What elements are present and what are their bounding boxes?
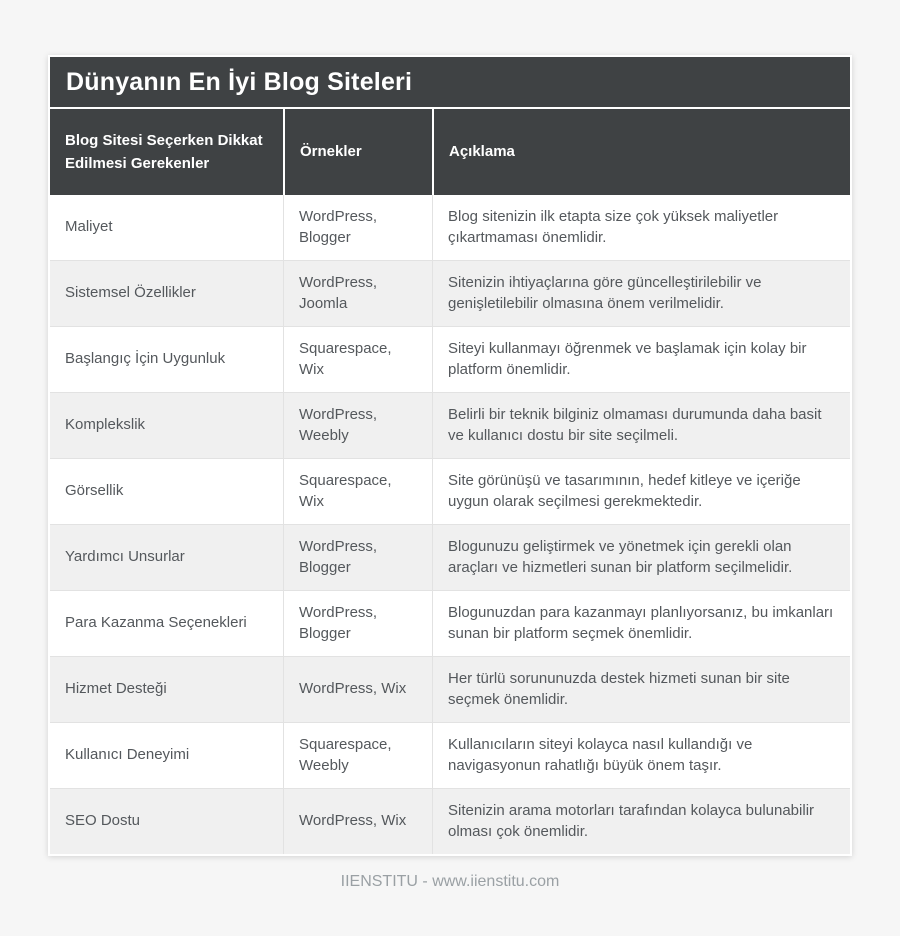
criteria-cell: Komplekslik (65, 416, 146, 434)
table-row (50, 590, 850, 656)
blog-sites-table (48, 55, 852, 856)
description-cell: Blog sitenizin ilk etapta size çok yüksek maliyetler çıkartmaması önemlidir. (432, 195, 850, 260)
examples-cell: WordPress, Blogger (283, 525, 432, 590)
table-title: Dünyanın En İyi Blog Siteleri (50, 57, 850, 109)
column-header-criteria: Blog Sitesi Seçerken Dikkat Edilmesi Gerekenler (65, 131, 263, 172)
examples-cell: WordPress, Blogger (283, 591, 432, 656)
description-cell: Sitenizin ihtiyaçlarına göre güncelleştirilebilir ve genişletilebilir olmasına önem verilmelidir. (432, 261, 850, 326)
description-cell: Blogunuzu geliştirmek ve yönetmek için gerekli olan araçları ve hizmetleri sunan bir platform seçilmelidir. (432, 525, 850, 590)
table-row (50, 722, 850, 788)
examples-cell: WordPress, Wix (283, 789, 432, 854)
examples-cell: WordPress, Wix (283, 657, 432, 722)
table-row (50, 524, 850, 590)
criteria-cell: Maliyet (65, 218, 113, 236)
description-cell: Blogunuzdan para kazanmayı planlıyorsanız, bu imkanları sunan bir platform seçmek önemlidir. (432, 591, 850, 656)
description-cell: Sitenizin arama motorları tarafından kolayca bulunabilir olması çok önemlidir. (432, 789, 850, 854)
page (0, 55, 900, 936)
criteria-cell: Hizmet Desteği (65, 680, 167, 698)
description-cell: Her türlü sorununuzda destek hizmeti sunan bir site seçmek önemlidir. (432, 657, 850, 722)
description-cell: Kullanıcıların siteyi kolayca nasıl kullandığı ve navigasyonun rahatlığı büyük önem taşır. (432, 723, 850, 788)
column-header-description: Açıklama (432, 109, 850, 195)
table-row (50, 326, 850, 392)
criteria-cell: Yardımcı Unsurlar (65, 548, 185, 566)
table-row (50, 656, 850, 722)
footer-credit: IIENSTITU - www.iienstitu.com (340, 873, 560, 890)
table-row (50, 195, 850, 260)
criteria-cell: Görsellik (65, 482, 124, 500)
criteria-cell: Kullanıcı Deneyimi (65, 746, 190, 764)
examples-cell: WordPress, Weebly (283, 393, 432, 458)
description-cell: Siteyi kullanmayı öğrenmek ve başlamak için kolay bir platform önemlidir. (432, 327, 850, 392)
table-row (50, 788, 850, 854)
column-header-examples: Örnekler (283, 109, 432, 195)
criteria-cell: Başlangıç İçin Uygunluk (65, 350, 226, 368)
examples-cell: WordPress, Joomla (283, 261, 432, 326)
criteria-cell: Para Kazanma Seçenekleri (65, 614, 247, 632)
table-row (50, 458, 850, 524)
table-body (50, 195, 850, 854)
table-header-row (50, 109, 850, 195)
criteria-cell: Sistemsel Özellikler (65, 284, 196, 302)
examples-cell: Squarespace, Wix (283, 459, 432, 524)
table-row (50, 392, 850, 458)
examples-cell: WordPress, Blogger (283, 195, 432, 260)
description-cell: Site görünüşü ve tasarımının, hedef kitleye ve içeriğe uygun olarak seçilmesi gerekmektedir. (432, 459, 850, 524)
table-row (50, 260, 850, 326)
examples-cell: Squarespace, Weebly (283, 723, 432, 788)
criteria-cell: SEO Dostu (65, 812, 141, 830)
examples-cell: Squarespace, Wix (283, 327, 432, 392)
description-cell: Belirli bir teknik bilginiz olmaması durumunda daha basit ve kullanıcı dostu bir site seçilmeli. (432, 393, 850, 458)
